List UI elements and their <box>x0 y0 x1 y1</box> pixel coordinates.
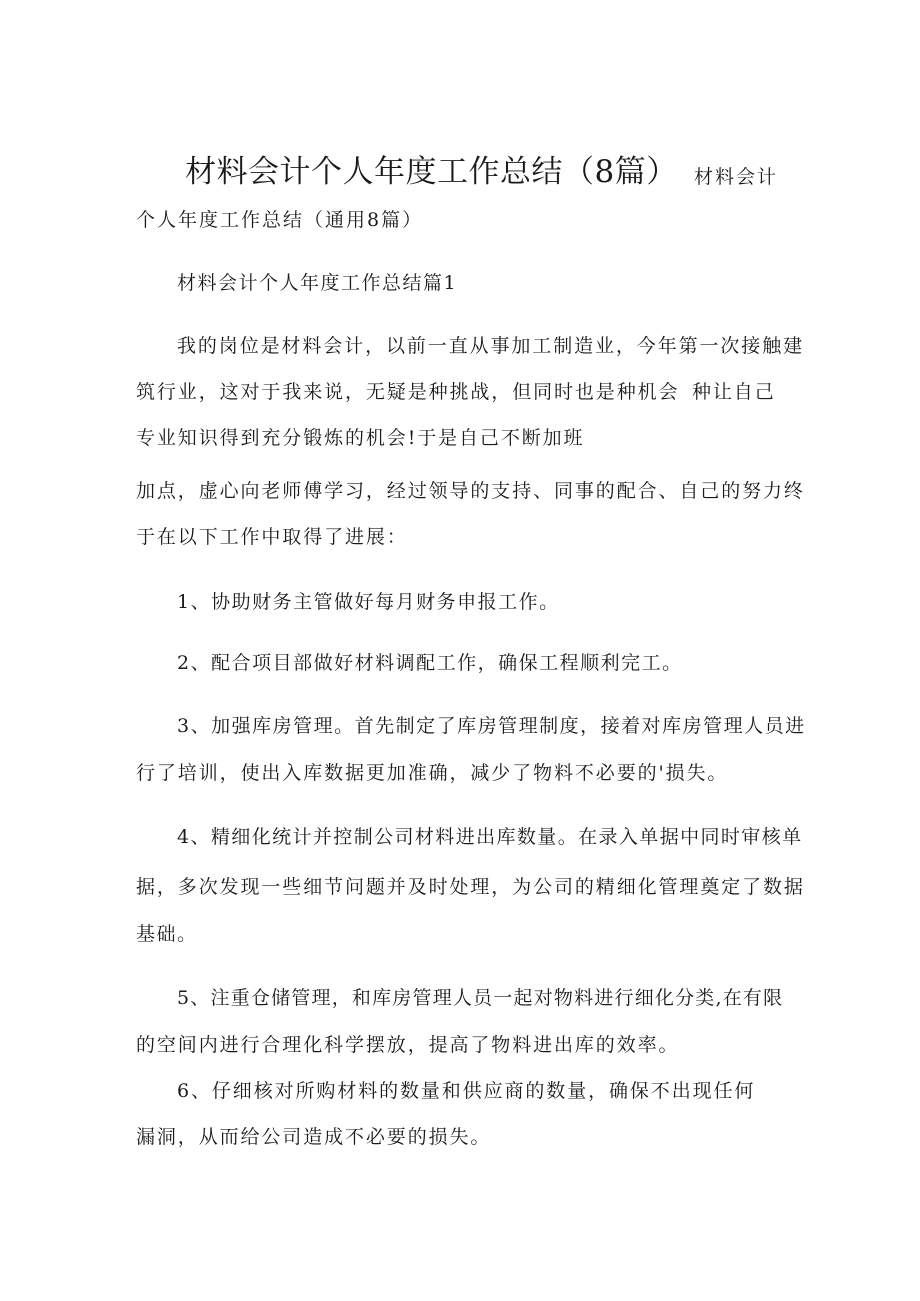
list-item: 4、精细化统计并控制公司材料进出库数量。在录入单据中同时审核单 <box>177 826 803 848</box>
list-item: 5、注重仓储管理，和库房管理人员一起对物料进行细化分类,在有限 <box>177 987 784 1009</box>
list-item-continued: 行了培训，使出入库数据更加准确，减少了物料不必要的'损失。 <box>136 762 729 784</box>
list-item-continued: 漏洞，从而给公司造成不必要的损失。 <box>136 1126 492 1148</box>
section-heading: 材料会计个人年度工作总结篇1 <box>177 272 458 294</box>
paragraph-line: 专业知识得到充分锻炼的机会!于是自己不断加班 <box>136 427 585 449</box>
paragraph-line: 于在以下工作中取得了进展： <box>136 526 408 548</box>
list-item: 2、配合项目部做好材料调配工作，确保工程顺利完工。 <box>177 652 683 674</box>
list-item: 6、仔细核对所购材料的数量和供应商的数量，确保不出现任何 <box>177 1080 756 1102</box>
paragraph-line: 种让自己 <box>692 381 776 403</box>
paragraph-line: 我的岗位是材料会计，以前一直从事加工制造业，今年第一次接触建 <box>177 335 805 357</box>
list-item-continued: 的空间内进行合理化科学摆放，提高了物料进出库的效率。 <box>136 1034 680 1056</box>
paragraph-line: 筑行业，这对于我来说，无疑是种挑战，但同时也是种机会 <box>136 381 680 403</box>
document-title: 材料会计个人年度工作总结（8篇） <box>185 154 678 190</box>
list-item: 1、协助财务主管做好每月财务申报工作。 <box>177 591 560 613</box>
list-item-continued: 据，多次发现一些细节问题并及时处理，为公司的精细化管理奠定了数据 <box>136 876 805 898</box>
document-title-continued: 材料会计 <box>694 166 779 188</box>
paragraph-line: 加点，虚心向老师傅学习，经过领导的支持、同事的配合、自己的努力终 <box>136 480 805 502</box>
list-item: 3、加强库房管理。首先制定了库房管理制度，接着对库房管理人员进 <box>177 715 806 737</box>
list-item-continued: 基础。 <box>136 923 198 945</box>
document-subtitle: 个人年度工作总结（通用8篇） <box>136 209 424 231</box>
